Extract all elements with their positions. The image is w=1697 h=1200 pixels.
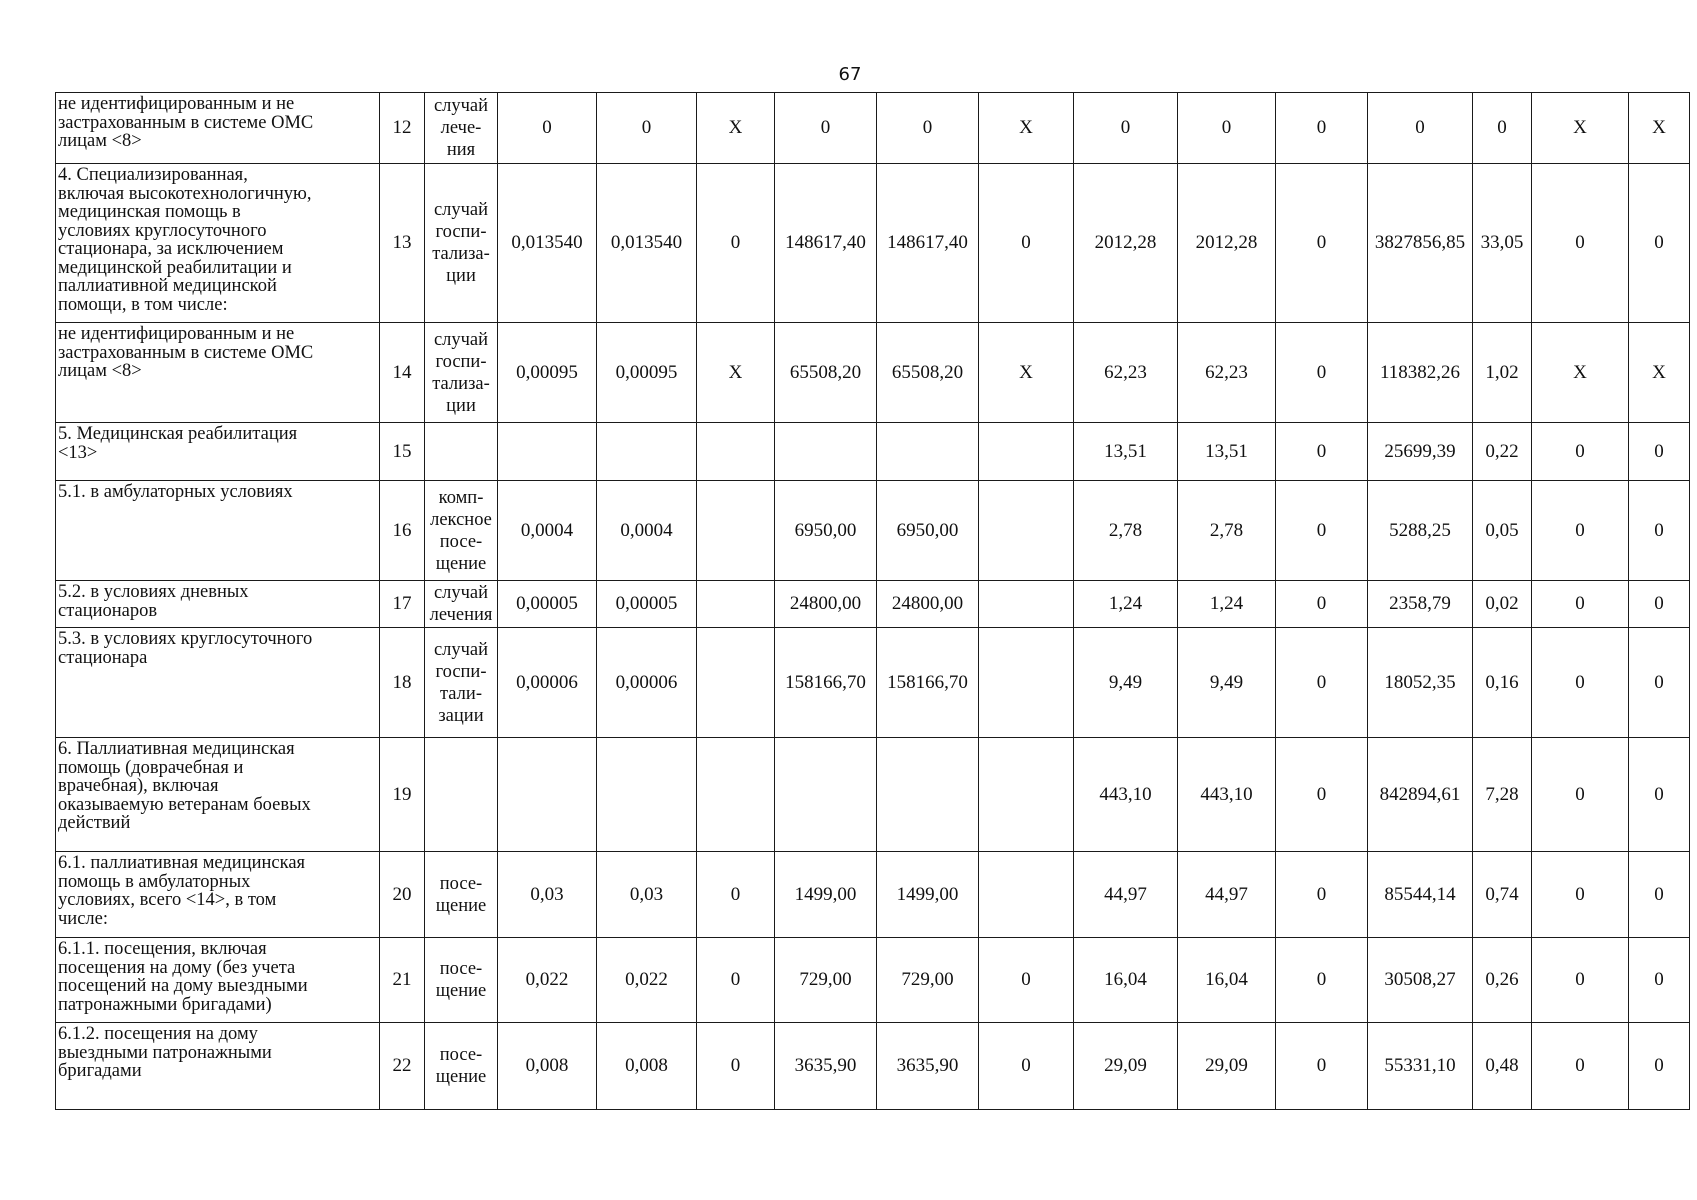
value-cell: 16,04 [1074, 938, 1178, 1023]
table-row [56, 852, 1690, 938]
value-cell: X [1629, 93, 1690, 164]
value-cell: 148617,40 [775, 164, 877, 323]
value-cell: 0 [1532, 423, 1629, 481]
value-cell: 85544,14 [1368, 852, 1473, 938]
value-cell: 7,28 [1473, 738, 1532, 852]
row-number-cell: 22 [380, 1023, 425, 1110]
value-cell [697, 581, 775, 628]
value-cell: 0 [1276, 581, 1368, 628]
value-cell: 0 [1368, 93, 1473, 164]
value-cell: 0 [877, 93, 979, 164]
table-row [56, 1023, 1690, 1110]
value-cell [775, 423, 877, 481]
value-cell: 0 [1532, 581, 1629, 628]
unit-cell: посе- щение [425, 852, 498, 938]
row-number-cell: 14 [380, 323, 425, 423]
row-number-cell: 18 [380, 628, 425, 738]
value-cell [697, 481, 775, 581]
value-cell: 16,04 [1178, 938, 1276, 1023]
value-cell: 1,24 [1074, 581, 1178, 628]
value-cell: 729,00 [877, 938, 979, 1023]
row-name-cell: не идентифицированным и не застрахованным в системе ОМС лицам <8> [56, 93, 380, 164]
value-cell [697, 423, 775, 481]
value-cell: 0,00006 [498, 628, 597, 738]
value-cell [979, 852, 1074, 938]
row-number-cell: 12 [380, 93, 425, 164]
value-cell: 0,022 [498, 938, 597, 1023]
value-cell: 33,05 [1473, 164, 1532, 323]
value-cell: 3827856,85 [1368, 164, 1473, 323]
unit-cell: случай госпи- тализа- ции [425, 323, 498, 423]
table-body [56, 93, 1690, 1110]
value-cell: 6950,00 [775, 481, 877, 581]
unit-cell: случай лече- ния [425, 93, 498, 164]
value-cell [877, 738, 979, 852]
row-name-cell: 6.1.2. посещения на дому выездными патронажными бригадами [56, 1023, 380, 1110]
value-cell: 0,0004 [498, 481, 597, 581]
value-cell [979, 628, 1074, 738]
value-cell: 0 [1629, 581, 1690, 628]
value-cell: 13,51 [1178, 423, 1276, 481]
value-cell: 0,0004 [597, 481, 697, 581]
value-cell: 0 [697, 852, 775, 938]
value-cell: 0 [979, 938, 1074, 1023]
value-cell: X [697, 93, 775, 164]
row-name-cell: 5.1. в амбулаторных условиях [56, 481, 380, 581]
value-cell: 0 [1276, 938, 1368, 1023]
row-name-cell: 5.2. в условиях дневных стационаров [56, 581, 380, 628]
row-name-cell: 5. Медицинская реабилитация <13> [56, 423, 380, 481]
row-name-cell: 6.1.1. посещения, включая посещения на дому (без учета посещений на дому выездными патронажными бригадами) [56, 938, 380, 1023]
value-cell: 0,16 [1473, 628, 1532, 738]
value-cell: 0 [1074, 93, 1178, 164]
value-cell: 0,26 [1473, 938, 1532, 1023]
value-cell: 0,00005 [597, 581, 697, 628]
row-number-cell: 13 [380, 164, 425, 323]
value-cell: 0 [697, 938, 775, 1023]
value-cell: 0 [697, 164, 775, 323]
value-cell: 0,02 [1473, 581, 1532, 628]
value-cell: 30508,27 [1368, 938, 1473, 1023]
table-row [56, 738, 1690, 852]
value-cell: 0,03 [597, 852, 697, 938]
value-cell: 18052,35 [1368, 628, 1473, 738]
value-cell: 1,02 [1473, 323, 1532, 423]
value-cell: 44,97 [1074, 852, 1178, 938]
value-cell: 0 [1532, 481, 1629, 581]
value-cell: 0 [1629, 481, 1690, 581]
value-cell: 9,49 [1074, 628, 1178, 738]
value-cell: 0,022 [597, 938, 697, 1023]
value-cell: 0,008 [597, 1023, 697, 1110]
value-cell: 44,97 [1178, 852, 1276, 938]
value-cell [877, 423, 979, 481]
value-cell: 13,51 [1074, 423, 1178, 481]
value-cell: 0 [1276, 423, 1368, 481]
value-cell [979, 581, 1074, 628]
value-cell: 6950,00 [877, 481, 979, 581]
value-cell: 29,09 [1074, 1023, 1178, 1110]
table-row [56, 323, 1690, 423]
unit-cell: случай лечения [425, 581, 498, 628]
value-cell: 5288,25 [1368, 481, 1473, 581]
value-cell: X [697, 323, 775, 423]
value-cell: 1499,00 [775, 852, 877, 938]
value-cell: 0 [1532, 938, 1629, 1023]
value-cell: 65508,20 [775, 323, 877, 423]
value-cell: 0 [1629, 628, 1690, 738]
value-cell [498, 738, 597, 852]
value-cell: 0,48 [1473, 1023, 1532, 1110]
value-cell: 0 [1276, 481, 1368, 581]
value-cell: 443,10 [1178, 738, 1276, 852]
value-cell: X [1532, 323, 1629, 423]
value-cell: 118382,26 [1368, 323, 1473, 423]
page-number: 67 [838, 64, 862, 85]
value-cell: 3635,90 [877, 1023, 979, 1110]
table-row [56, 423, 1690, 481]
value-cell: 0,00095 [498, 323, 597, 423]
value-cell [979, 738, 1074, 852]
row-number-cell: 19 [380, 738, 425, 852]
value-cell [597, 423, 697, 481]
unit-cell [425, 738, 498, 852]
value-cell: 0,00095 [597, 323, 697, 423]
value-cell: 24800,00 [775, 581, 877, 628]
value-cell: 0 [1532, 738, 1629, 852]
value-cell: 24800,00 [877, 581, 979, 628]
value-cell: 158166,70 [877, 628, 979, 738]
value-cell: X [979, 93, 1074, 164]
value-cell: 0 [1178, 93, 1276, 164]
unit-cell: случай госпи- тали- зации [425, 628, 498, 738]
value-cell: 0,05 [1473, 481, 1532, 581]
table-row [56, 93, 1690, 164]
value-cell [498, 423, 597, 481]
value-cell [775, 738, 877, 852]
value-cell: 0 [1276, 323, 1368, 423]
value-cell: 25699,39 [1368, 423, 1473, 481]
table-row [56, 164, 1690, 323]
value-cell: 29,09 [1178, 1023, 1276, 1110]
value-cell: 55331,10 [1368, 1023, 1473, 1110]
value-cell: 0 [1532, 628, 1629, 738]
unit-cell: комп- лексное посе- щение [425, 481, 498, 581]
value-cell: 1,24 [1178, 581, 1276, 628]
value-cell: 0,00006 [597, 628, 697, 738]
value-cell: 2012,28 [1178, 164, 1276, 323]
value-cell: 0 [1276, 738, 1368, 852]
value-cell: 0 [1276, 852, 1368, 938]
value-cell: 2,78 [1178, 481, 1276, 581]
value-cell: 2012,28 [1074, 164, 1178, 323]
value-cell: 0 [979, 1023, 1074, 1110]
value-cell [697, 738, 775, 852]
value-cell: 0 [1532, 852, 1629, 938]
row-number-cell: 17 [380, 581, 425, 628]
value-cell: 0,013540 [597, 164, 697, 323]
table-row [56, 481, 1690, 581]
row-number-cell: 15 [380, 423, 425, 481]
value-cell: 0,22 [1473, 423, 1532, 481]
value-cell: 2358,79 [1368, 581, 1473, 628]
value-cell: 0 [1276, 164, 1368, 323]
value-cell: 0 [1629, 423, 1690, 481]
value-cell: 62,23 [1178, 323, 1276, 423]
value-cell: 0,008 [498, 1023, 597, 1110]
value-cell: 1499,00 [877, 852, 979, 938]
value-cell: 0 [1276, 628, 1368, 738]
value-cell: 0 [1629, 852, 1690, 938]
value-cell: 0 [697, 1023, 775, 1110]
value-cell: 2,78 [1074, 481, 1178, 581]
row-name-cell: 4. Специализированная, включая высокотехнологичную, медицинская помощь в условиях круглосуточного стационара, за исключением медицинской реабилитации и паллиативной медицинской помощи, в том числе: [56, 164, 380, 323]
value-cell [979, 423, 1074, 481]
value-cell: 729,00 [775, 938, 877, 1023]
unit-cell [425, 423, 498, 481]
value-cell: 0 [498, 93, 597, 164]
value-cell: 0,013540 [498, 164, 597, 323]
row-name-cell: 6.1. паллиативная медицинская помощь в амбулаторных условиях, всего <14>, в том числе: [56, 852, 380, 938]
value-cell: 62,23 [1074, 323, 1178, 423]
value-cell: 0 [1629, 738, 1690, 852]
row-name-cell: 5.3. в условиях круглосуточного стационара [56, 628, 380, 738]
value-cell: X [1629, 323, 1690, 423]
data-table [55, 92, 1690, 1110]
table-row [56, 628, 1690, 738]
value-cell: 0 [1629, 164, 1690, 323]
value-cell: 65508,20 [877, 323, 979, 423]
value-cell: 0 [597, 93, 697, 164]
value-cell: X [979, 323, 1074, 423]
value-cell: 9,49 [1178, 628, 1276, 738]
value-cell: 443,10 [1074, 738, 1178, 852]
value-cell: 0 [1629, 1023, 1690, 1110]
value-cell: 0 [1473, 93, 1532, 164]
unit-cell: посе- щение [425, 1023, 498, 1110]
value-cell: X [1532, 93, 1629, 164]
value-cell: 0 [979, 164, 1074, 323]
value-cell: 0 [775, 93, 877, 164]
unit-cell: случай госпи- тализа- ции [425, 164, 498, 323]
row-number-cell: 21 [380, 938, 425, 1023]
value-cell: 0 [1276, 93, 1368, 164]
value-cell [697, 628, 775, 738]
value-cell: 0 [1629, 938, 1690, 1023]
row-number-cell: 20 [380, 852, 425, 938]
row-number-cell: 16 [380, 481, 425, 581]
value-cell: 0 [1532, 1023, 1629, 1110]
row-name-cell: не идентифицированным и не застрахованным в системе ОМС лицам <8> [56, 323, 380, 423]
value-cell: 3635,90 [775, 1023, 877, 1110]
value-cell: 158166,70 [775, 628, 877, 738]
value-cell: 0 [1532, 164, 1629, 323]
value-cell: 0,00005 [498, 581, 597, 628]
table-row [56, 581, 1690, 628]
value-cell [979, 481, 1074, 581]
unit-cell: посе- щение [425, 938, 498, 1023]
value-cell: 842894,61 [1368, 738, 1473, 852]
value-cell: 0,74 [1473, 852, 1532, 938]
table-row [56, 938, 1690, 1023]
value-cell [597, 738, 697, 852]
value-cell: 148617,40 [877, 164, 979, 323]
value-cell: 0,03 [498, 852, 597, 938]
row-name-cell: 6. Паллиативная медицинская помощь (доврачебная и врачебная), включая оказываемую ветеранам боевых действий [56, 738, 380, 852]
value-cell: 0 [1276, 1023, 1368, 1110]
